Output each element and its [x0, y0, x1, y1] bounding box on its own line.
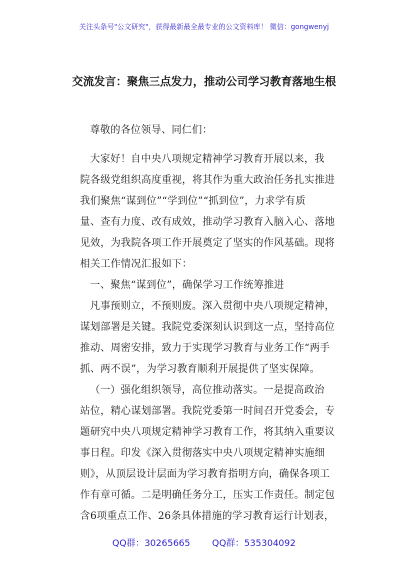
paragraph-line: 抓、两不误”，为学习教育顺利开展提供了坚实保障。 — [80, 364, 320, 375]
subsection-heading: （一）强化组织领导，高位推动落实。一是提高政治 — [90, 385, 325, 396]
paragraph-line: 院各级党组织高度重视，将其作为重大政治任务扎实推进 — [80, 175, 335, 186]
qq-group-1: QQ群：30265665 — [112, 539, 191, 549]
footer-contact — [0, 536, 408, 549]
document-body — [80, 120, 360, 527]
section-heading: 一、聚焦“谋到位”，确保学习工作统筹推进 — [90, 280, 285, 291]
paragraph-line: 量、查有力度、改有成效，推动学习教育入脑入心、落地 — [80, 217, 335, 228]
paragraph-line: 题研究中央八项规定精神学习教育工作，将其纳入重要议 — [80, 427, 335, 438]
qq-group-2: QQ群：535304092 — [212, 539, 296, 549]
paragraph-line: 我们聚焦“谋到位”“学到位”“抓到位”，力求学有质 — [80, 196, 306, 207]
document-title: 交流发言：聚焦三点发力，推动公司学习教育落地生根 — [72, 75, 336, 88]
paragraph-line: 则》，从顶层设计层面为学习教育指明方向，确保各项工 — [80, 469, 330, 480]
paragraph-line: 推动、周密安排，致力于实现学习教育与业务工作“两手 — [80, 343, 331, 354]
paragraph-line: 凡事预则立，不预则废。深入贯彻中央八项规定精神， — [90, 301, 335, 312]
paragraph-line: 含6项重点工作、26条具体措施的学习教育运行计划表， — [80, 511, 335, 522]
header-banner: 关注头条号"公文研究"，获得最新最全最专业的公文资料库！ 微信：gongwenyj — [79, 23, 329, 31]
paragraph-line: 事日程。印发《深入贯彻落实中央八项规定精神实施细 — [80, 448, 325, 459]
paragraph-line: 相关工作情况汇报如下： — [80, 259, 193, 270]
paragraph-line: 大家好！自中央八项规定精神学习教育开展以来，我 — [90, 154, 325, 165]
paragraph-line: 谋划部署是关键。我院党委深刻认识到这一点，坚持高位 — [80, 322, 335, 333]
salutation: 尊敬的各位领导、同仁们： — [90, 125, 213, 136]
paragraph-line: 站位，精心谋划部署。我院党委第一时间召开党委会，专 — [80, 406, 335, 417]
paragraph-line: 见效，为我院各项工作开展奠定了坚实的作风基础。现将 — [80, 238, 335, 249]
paragraph-line: 作有章可循。二是明确任务分工，压实工作责任。制定包 — [80, 490, 335, 501]
